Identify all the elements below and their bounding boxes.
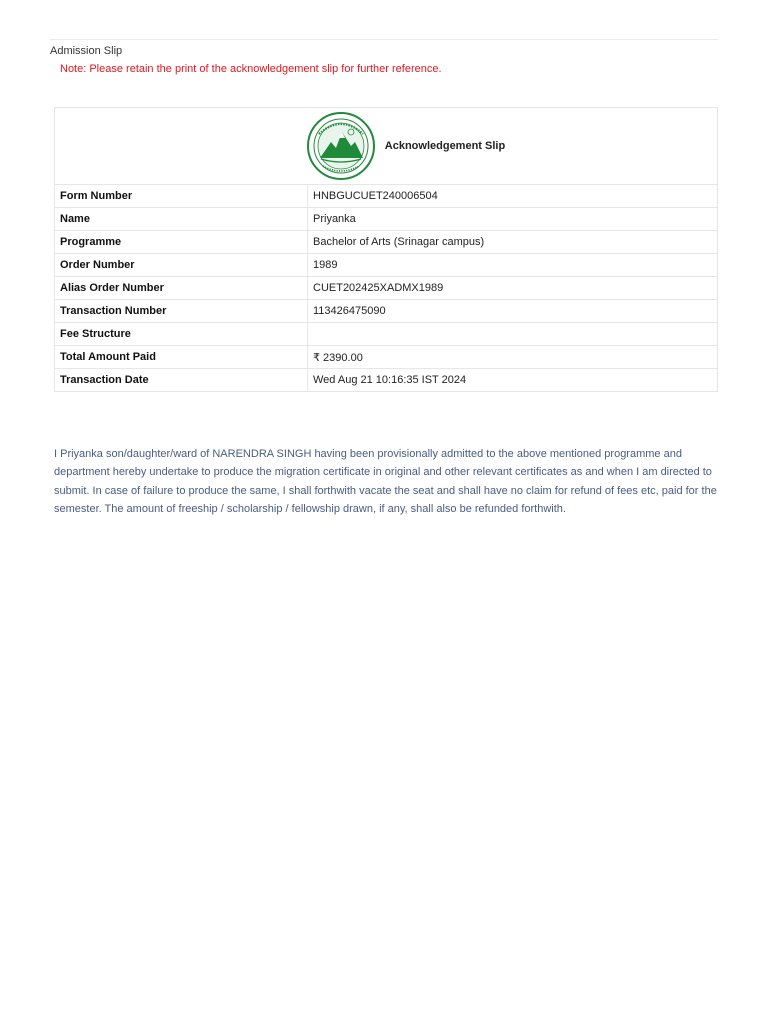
row-value: 113426475090	[308, 300, 718, 323]
row-label: Total Amount Paid	[55, 346, 308, 369]
top-divider	[50, 39, 718, 40]
table-row	[55, 346, 718, 369]
row-value: HNBGUCUET240006504	[308, 185, 718, 208]
table-header-cell	[55, 108, 718, 185]
row-value: ₹ 2390.00	[308, 346, 718, 369]
undertaking-paragraph: I Priyanka son/daughter/ward of NARENDRA SINGH having been provisionally admitted to the above mentioned programme and department hereby undertake to produce the migration certificate in original and other relevant certificates as and when I am directed to submit. In case of failure to produce the same, I shall forthwith vacate the seat and shall have no claim for refund of fees etc, paid for the semester. The amount of freeship / scholarship / fellowship drawn, if any, shall also be refunded forthwith.	[54, 448, 717, 515]
acknowledgement-table	[54, 107, 718, 392]
row-label: Transaction Number	[55, 300, 308, 323]
table-row	[55, 300, 718, 323]
page-title: Admission Slip	[50, 45, 123, 57]
table-row	[55, 277, 718, 300]
slip-heading: Acknowledgement Slip	[384, 140, 506, 152]
table-row	[55, 323, 718, 346]
row-label: Fee Structure	[55, 323, 308, 346]
table-row	[55, 254, 718, 277]
row-label: Name	[55, 208, 308, 231]
row-label: Programme	[55, 231, 308, 254]
table-row	[55, 208, 718, 231]
table-row	[55, 369, 718, 392]
row-value: Priyanka	[308, 208, 718, 231]
row-label: Transaction Date	[55, 369, 308, 392]
table-row	[55, 231, 718, 254]
row-value	[308, 323, 718, 346]
university-seal-logo	[307, 112, 375, 180]
retain-note: Note: Please retain the print of the acknowledgement slip for further reference.	[60, 63, 442, 75]
row-label: Order Number	[55, 254, 308, 277]
row-value: CUET202425XADMX1989	[308, 277, 718, 300]
row-label: Alias Order Number	[55, 277, 308, 300]
row-value: Bachelor of Arts (Srinagar campus)	[308, 231, 718, 254]
table-header-row	[55, 108, 718, 185]
row-value: 1989	[308, 254, 718, 277]
table-row	[55, 185, 718, 208]
row-value: Wed Aug 21 10:16:35 IST 2024	[308, 369, 718, 392]
row-label: Form Number	[55, 185, 308, 208]
